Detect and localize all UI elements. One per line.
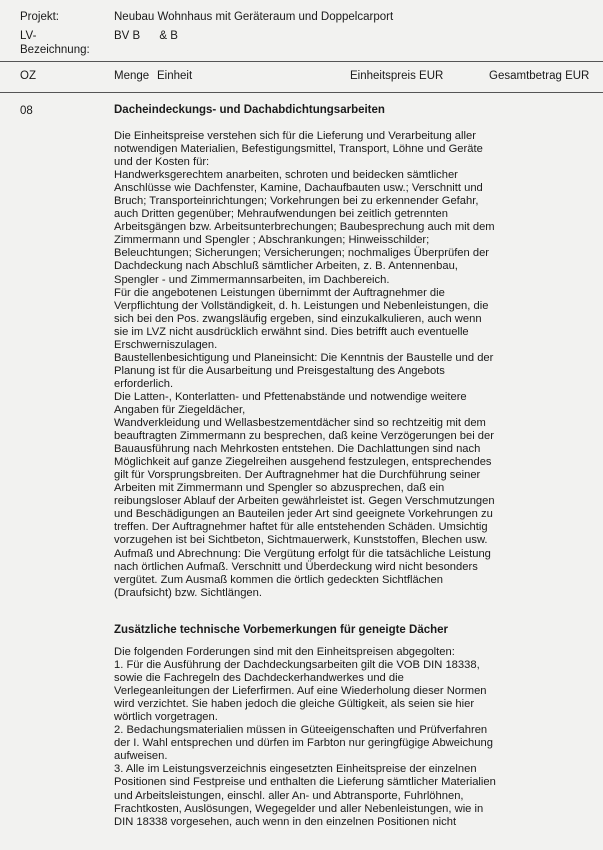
text-line: Bauausführung nach Mehrkosten entstehen. Die Dachlattungen sind nach xyxy=(114,443,481,456)
text-line: 1. Für die Ausführung der Dachdeckungsarbeiten gilt die VOB DIN 18338, xyxy=(114,659,480,672)
column-header-oz: OZ xyxy=(20,70,36,82)
text-line: (Draufsicht) bzw. Sichtlängen. xyxy=(114,586,262,599)
text-line: treffen. Der Auftragnehmer haftet für alle entstehenden Schäden. Umsichtig xyxy=(114,521,488,534)
text-line: Handwerksgerechtem anarbeiten, schroten und beidecken sämtlicher xyxy=(114,169,458,182)
text-line: Baustellenbesichtigung und Planeinsicht: Die Kenntnis der Baustelle und der xyxy=(114,351,494,364)
text-line: sie im LVZ nicht ausdrücklich erwähnt sind. Dies betrifft auch eventuelle xyxy=(114,325,469,338)
text-line: 3. Alle im Leistungsverzeichnis eingesetzten Einheitspreise der einzelnen xyxy=(114,763,477,776)
text-line: Beleuchtungen; Sicherungen; Versicherungen; nochmaliges Überprüfen der xyxy=(114,247,490,260)
text-line: wird verzichtet. Sie haben jedoch die gleiche Gültigkeit, als seien sie hier xyxy=(114,698,475,711)
text-line: 2. Bedachungsmaterialien müssen in Güteeigenschaften und Prüfverfahren xyxy=(114,724,488,737)
text-line: Die Latten-, Konterlatten- und Pfettenabstände und notwendige weitere xyxy=(114,390,467,403)
text-line: und Arbeitsleistungen, einschl. aller An- und Abtransporte, Fuhrlöhnen, xyxy=(114,789,464,802)
text-line: der I. Wahl entsprechen und dürfen im Farbton nur geringfügige Abweichung xyxy=(114,737,493,750)
column-header-einheit: Einheit xyxy=(157,70,193,82)
column-header-menge: Menge xyxy=(114,70,150,82)
text-line: Verpflichtung der Vollständigkeit, d. h. Leistungen und Nebenleistungen, die xyxy=(114,299,489,312)
text-line: Dachdeckung nach Abschluß sämtlicher Arbeiten, z. B. Antennenbau, xyxy=(114,260,458,273)
subsection-title: Zusätzliche technische Vorbemerkungen für geneigte Dächer xyxy=(114,624,449,636)
text-line: Spengler - und Zimmermannsarbeiten, im Dachbereich. xyxy=(114,273,390,286)
text-line: Die folgenden Forderungen sind mit den Einheitspreisen abgegolten: xyxy=(114,646,455,658)
text-line: Möglichkeit auf ganze Ziegelreihen ausgehend festzulegen, entsprechendes xyxy=(114,456,492,469)
section-oz: 08 xyxy=(20,105,33,117)
text-line: Angaben für Ziegeldächer, xyxy=(114,403,246,416)
header-rule-bottom xyxy=(0,92,603,93)
text-line: und der Kosten für: xyxy=(114,156,210,169)
lv-value: BV B & B xyxy=(114,30,178,42)
column-header-einheitspreis: Einheitspreis EUR xyxy=(350,70,444,82)
text-line: sowie die Fachregeln des Dachdeckerhandwerkes und die xyxy=(114,672,404,685)
text-line: Erschwerniszulagen. xyxy=(114,338,218,351)
text-line: auch Dritten gegenüber; Mehraufwendungen bei zeitlich getrennten xyxy=(114,208,448,221)
text-line: Arbeitsgängen bzw. Arbeitsunterbrechungen; Baubesprechung auch mit dem xyxy=(114,221,495,234)
text-line: Für die angebotenen Leistungen übernimmt der Auftragnehmer die xyxy=(114,286,445,299)
text-line: Wandverkleidung und Wellasbestzementdächer sind so rechtzeitig mit dem xyxy=(114,417,486,430)
text-line: Verlegeanleitungen der Lieferfirmen. Auf eine Wiederholung dieser Normen xyxy=(114,685,487,698)
projekt-label: Projekt: xyxy=(20,11,59,23)
text-line: Die Einheitspreise verstehen sich für die Lieferung und Verarbeitung aller xyxy=(114,130,476,142)
text-line: vergütet. Zum Ausmaß kommen die örtlich gedeckten Sichtflächen xyxy=(114,573,443,586)
text-line: Anschlüsse wie Dachfenster, Kamine, Dachaufbauten usw.; Verschnitt und xyxy=(114,182,483,195)
text-line: Frachtkosten, Auslösungen, Wegegelder und aller Nebenleistungen, wie in xyxy=(114,802,484,815)
text-line: erforderlich. xyxy=(114,377,174,390)
text-line: notwendigen Materialien, Befestigungsmittel, Transport, Löhne und Geräte xyxy=(114,143,483,156)
text-line: Planung ist für die Ausarbeitung und Preisgestaltung des Angebots xyxy=(114,364,445,377)
section-title: Dacheindeckungs- und Dachabdichtungsarbeiten xyxy=(114,104,385,116)
text-line: DIN 18338 vorgesehen, auch wenn in den einzelnen Positionen nicht xyxy=(114,815,457,828)
text-line: Zimmermann und Spengler ; Abschrankungen; Hinweisschilder; xyxy=(114,234,430,247)
header-rule-top xyxy=(0,61,603,62)
subsection-body-text xyxy=(114,646,509,829)
text-line: reibungsloser Ablauf der Arbeiten gewährleistet ist. Gegen Verschmutzungen xyxy=(114,495,495,508)
text-line: aufweisen. xyxy=(114,750,168,763)
text-line: Aufmaß und Abrechnung: Die Vergütung erfolgt für die tatsächliche Leistung xyxy=(114,547,491,560)
text-line: und Beschädigungen an Bauteilen jeder Art sind geeignete Vorkehrungen zu xyxy=(114,508,493,521)
lv-label: LV-Bezeichnung: xyxy=(20,30,90,56)
column-header-gesamtbetrag: Gesamtbetrag EUR xyxy=(489,70,590,82)
text-line: beauftragten Zimmermann zu besprechen, daß keine Verzögerungen bei der xyxy=(114,430,494,443)
text-line: Bruch; Transporteinrichtungen; Vorkehrungen bei zu erkennender Gefahr, xyxy=(114,195,479,208)
text-line: sich bei den Pos. zwangsläufig ergeben, sind einzukalkulieren, auch wenn xyxy=(114,312,482,325)
text-line: vorzugehen ist bei Sichtbeton, Sichtmauerwerk, Kunststoffen, Blechen usw. xyxy=(114,534,488,547)
text-line: Arbeiten mit Zimmermann und Spengler so abzusprechen, daß ein xyxy=(114,482,445,495)
section-body-text xyxy=(114,130,509,600)
projekt-value: Neubau Wohnhaus mit Geräteraum und Doppelcarport xyxy=(114,11,394,23)
text-line: Positionen sind Festpreise und enthalten die Lieferung sämtlicher Materialien xyxy=(114,776,496,789)
text-line: wörtlich vorgetragen. xyxy=(114,711,218,724)
text-line: nach örtlichen Aufmaß. Verschnitt und Überdeckung wird nicht besonders xyxy=(114,560,478,573)
text-line: gilt für Vorsprungsbreiten. Der Auftragnehmer hat die Durchführung seiner xyxy=(114,469,481,482)
